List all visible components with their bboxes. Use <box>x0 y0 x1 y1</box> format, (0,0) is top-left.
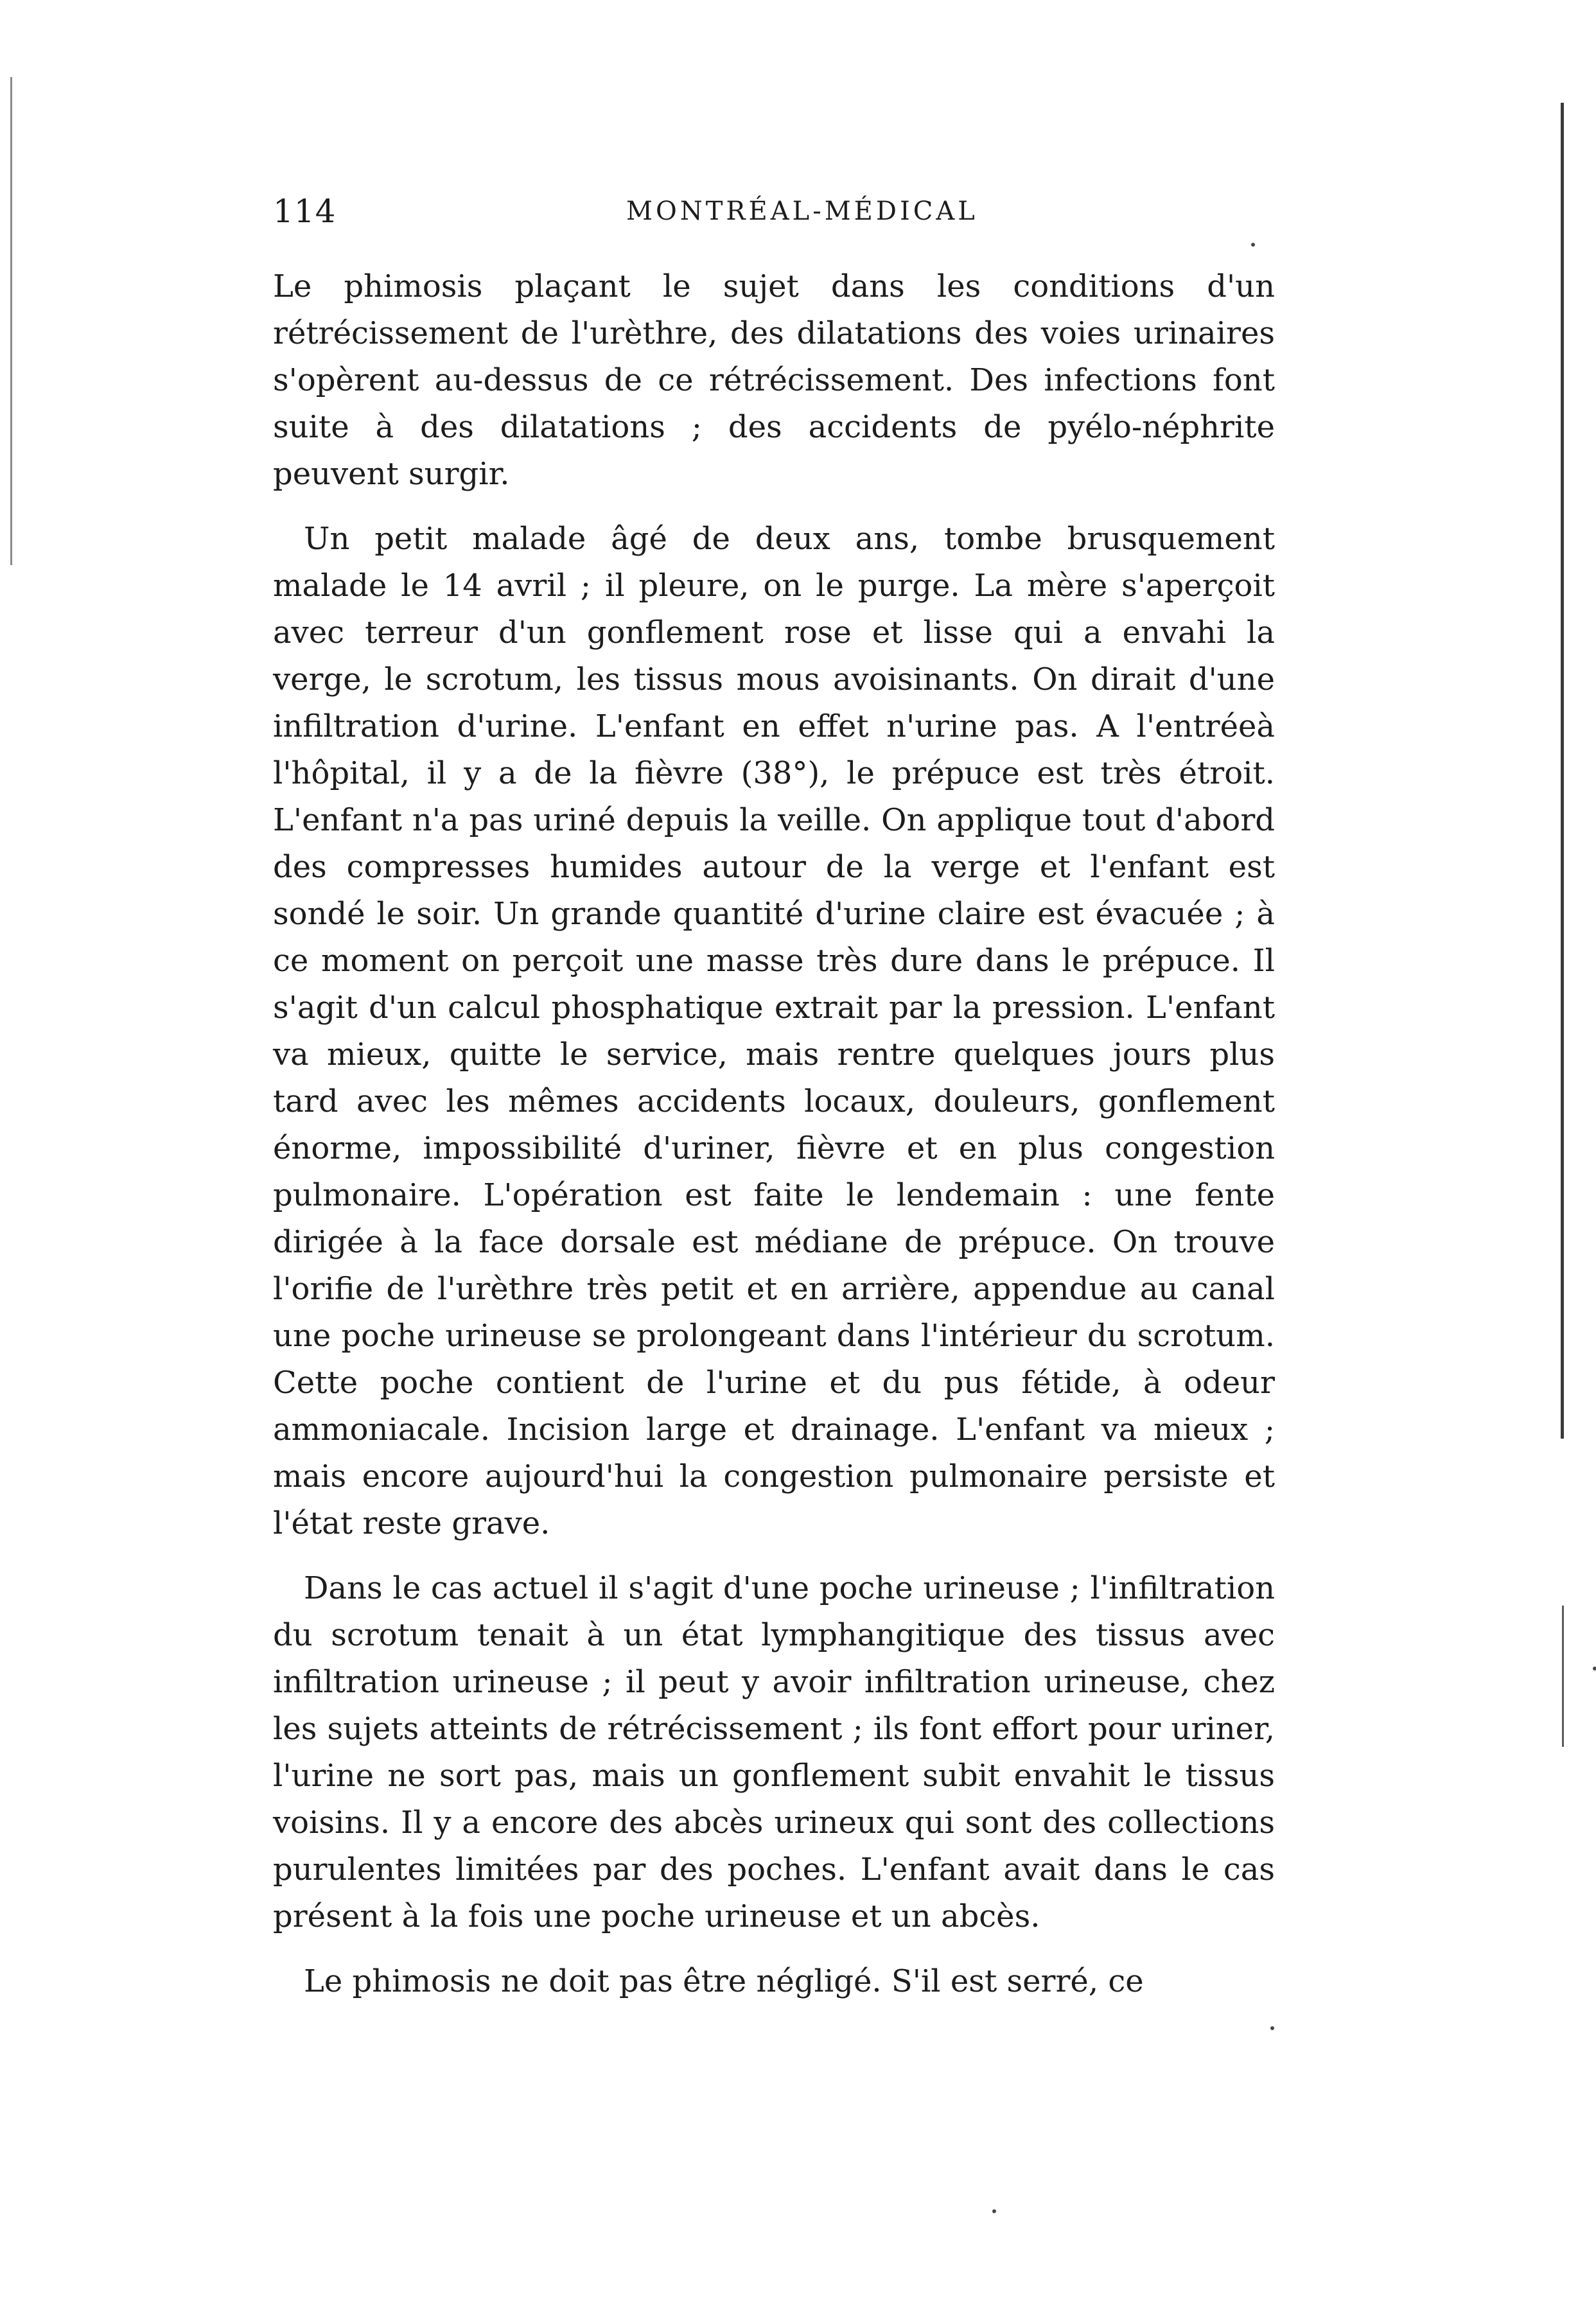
scan-speck <box>1251 243 1255 247</box>
scan-speck <box>1270 2026 1274 2030</box>
paragraph: Le phimosis ne doit pas être négligé. S'il est serré, ce <box>304 1963 1144 1999</box>
paragraph: Dans le cas actuel il s'agit d'une poche urineuse ; l'infiltration du scrotum tenait à un état lymphangitique des tissus avec infiltration urineuse ; il peut y avoir infiltration urineuse, chez les sujets atteints de rétrécissement ; ils font effort pour uriner, l'urine ne sort pas, mais un gonflement subit envahit le tissus voisins. Il y a encore des abcès urineux qui sont des collections purulentes limitées par des poches. L'enfant avait dans le cas présent à la fois une poche urineuse et un abcès. <box>273 1570 1275 1934</box>
right-scan-edge <box>1561 103 1564 1439</box>
page-number: 114 <box>273 193 337 230</box>
right-scan-edge-lower <box>1562 1606 1564 1747</box>
scan-speck <box>992 2209 996 2213</box>
scan-speck <box>1593 1667 1596 1670</box>
journal-title: MONTRÉAL-MÉDICAL <box>626 197 978 226</box>
paragraph: Le phimosis plaçant le sujet dans les conditions d'un rétrécissement de l'urèthre, des dilatations des voies urinaires s'opèrent au-dessus de ce rétrécissement. Des infections font suite à des dilatations ; des accidents de pyélo-néphrite peuvent surgir. <box>273 268 1275 492</box>
article-body <box>273 263 1275 2023</box>
left-scan-edge <box>10 77 12 565</box>
running-head <box>273 193 1275 238</box>
paragraph: Un petit malade âgé de deux ans, tombe brusquement malade le 14 avril ; il pleure, on le purge. La mère s'aperçoit avec terreur d'un gonflement rose et lisse qui a envahi la verge, le scrotum, les tissus mous avoisinants. On dirait d'une infiltration d'urine. L'enfant en effet n'urine pas. A l'entréeà l'hôpital, il y a de la fièvre (38°), le prépuce est très étroit. L'enfant n'a pas uriné depuis la veille. On applique tout d'abord des compresses humides autour de la verge et l'enfant est sondé le soir. Un grande quantité d'urine claire est évacuée ; à ce moment on perçoit une masse très dure dans le prépuce. Il s'agit d'un calcul phosphatique extrait par la pression. L'enfant va mieux, quitte le service, mais rentre quelques jours plus tard avec les mêmes accidents locaux, douleurs, gonflement énorme, impossibilité d'uriner, fièvre et en plus congestion pulmonaire. L'opération est faite le lendemain : une fente dirigée à la face dorsale est médiane de prépuce. On trouve l'orifie de l'urèthre très petit et en arrière, appendue au canal une poche urineuse se prolongeant dans l'intérieur du scrotum. Cette poche contient de l'urine et du pus fétide, à odeur ammoniacale. Incision large et drainage. L'enfant va mieux ; mais encore aujourd'hui la congestion pulmonaire persiste et l'état reste grave. <box>273 521 1275 1541</box>
